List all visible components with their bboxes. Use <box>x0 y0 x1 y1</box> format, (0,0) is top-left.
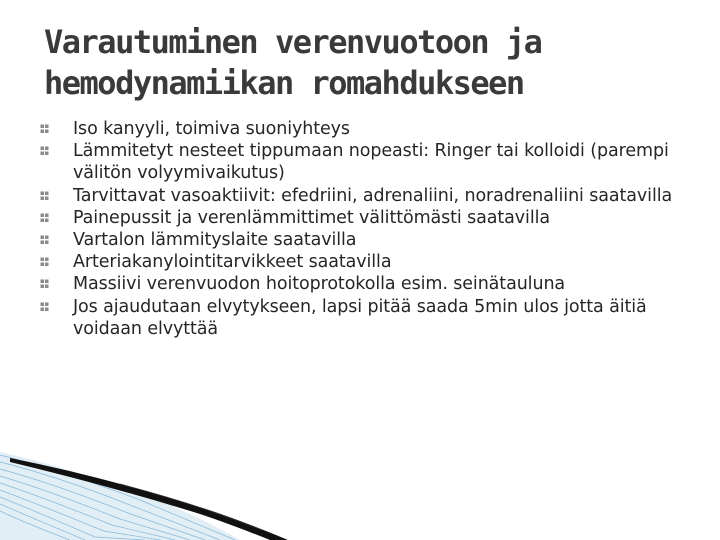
square-bullet-icon <box>40 124 49 134</box>
bullet-list <box>40 118 680 340</box>
bullet-text: Lämmitetyt nesteet tippumaan nopeasti: Ringer tai kolloidi (parempi välitön volyymivaikutus) <box>73 141 669 184</box>
slide-title <box>44 22 684 104</box>
bullet-text: Tarvittavat vasoaktiivit: efedriini, adrenaliini, noradrenaliini saatavilla <box>73 185 673 206</box>
square-bullet-icon <box>40 191 49 201</box>
bullet-item <box>40 273 680 295</box>
bullet-text: Vartalon lämmityslaite saatavilla <box>73 230 357 251</box>
square-bullet-icon <box>40 279 49 289</box>
bullet-item <box>40 140 680 184</box>
square-bullet-icon <box>40 257 49 267</box>
bullet-item <box>40 229 680 251</box>
bullet-item <box>40 207 680 229</box>
slide-title-line-1: Varautuminen verenvuotoon ja <box>44 23 542 61</box>
bullet-text: Massiivi verenvuodon hoitoprotokolla esim. seinätauluna <box>73 274 566 295</box>
bullet-item <box>40 118 680 140</box>
square-bullet-icon <box>40 146 49 156</box>
bullet-item <box>40 251 680 273</box>
square-bullet-icon <box>40 213 49 223</box>
slide-title-line-2: hemodynamiikan romahdukseen <box>44 64 524 102</box>
dark-swoosh <box>10 458 288 540</box>
square-bullet-icon <box>40 235 49 245</box>
bullet-text: Painepussit ja verenlämmittimet välittömästi saatavilla <box>73 207 550 228</box>
bullet-text: Iso kanyyli, toimiva suoniyhteys <box>73 119 350 139</box>
bullet-text: Arteriakanylointitarvikkeet saatavilla <box>73 252 392 273</box>
bullet-item <box>40 185 680 207</box>
bullet-text: Jos ajaudutaan elvytykseen, lapsi pitää saada 5min ulos jotta äitiä voidaan elvyttää <box>73 296 647 339</box>
bullet-item <box>40 296 680 340</box>
blue-hatch-band <box>0 455 235 540</box>
square-bullet-icon <box>40 302 49 312</box>
